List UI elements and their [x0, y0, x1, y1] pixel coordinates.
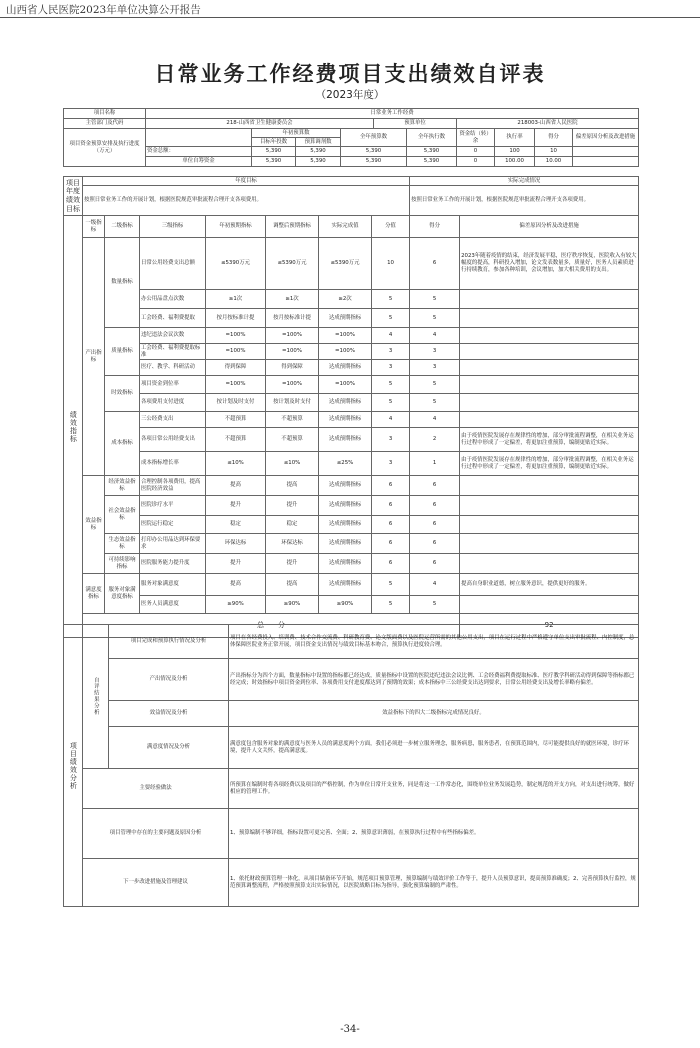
cell: [460, 516, 639, 534]
indicator-name: 三公经费支出: [140, 412, 206, 428]
indicator-name: 合理控制各项费用，提高医院经济效益: [140, 476, 206, 496]
cell: 不超预算: [206, 412, 266, 428]
cell: 3: [372, 452, 410, 476]
cell: 提高: [266, 476, 319, 496]
cell: [460, 596, 639, 614]
lvl2-quantity: 数量指标: [105, 238, 140, 328]
lvl2-header: 二级指标: [105, 216, 140, 238]
cell: ≤10%: [206, 452, 266, 476]
cell: 6: [372, 496, 410, 516]
cell: ≥90%: [266, 596, 319, 614]
cell: =100%: [319, 328, 372, 344]
cell: [460, 476, 639, 496]
cell: 环保达标: [266, 534, 319, 554]
lvl1-output: 产出指标: [83, 238, 105, 476]
col-target-budget: 目标年投数: [252, 138, 296, 147]
cell: 1: [410, 452, 460, 476]
cell: =100%: [319, 376, 372, 394]
indicator-name: 工会经费、福利费提取: [140, 309, 206, 328]
cell: 5: [372, 596, 410, 614]
dept-label: 主管部门及代码: [64, 119, 146, 129]
cell: 4: [372, 328, 410, 344]
cell: =100%: [266, 328, 319, 344]
cell: 不超预算: [266, 428, 319, 452]
lvl1-header: 一级指标: [83, 216, 105, 238]
cell: 提升: [266, 554, 319, 574]
cell: =100%: [266, 376, 319, 394]
lvl1-satisfaction: 满意度指标: [83, 574, 105, 614]
eval-item-text: 产出指标分为四个方面，数量指标中设置的指标都已经达成，质量指标中设置的医院违纪违法会议比例、工会经费福利费提取标准、医疗教学科研活动得到保障等指标都已经完成；时效指标中项目资金到位率、各项费用支付进度都达到了预期的效果；成本指标中三公经费支出达到要求，日常公用经费支出及增长率略有偏差。: [229, 659, 639, 701]
page-number: -34-: [340, 1024, 360, 1035]
deviation-reason: 提高自身职业道德，树立服务意识，提供更好的服务。: [460, 574, 639, 596]
cell: 6: [372, 476, 410, 496]
cell: 提升: [206, 554, 266, 574]
lvl2-eco: 生态效益指标: [105, 534, 140, 554]
cell: 6: [410, 554, 460, 574]
cell: =100%: [206, 376, 266, 394]
cell: [460, 534, 639, 554]
score-header: 得分: [410, 216, 460, 238]
cell: 提升: [206, 496, 266, 516]
lvl2-quality: 质量指标: [105, 328, 140, 376]
cell: 5: [410, 309, 460, 328]
lvl2-service-sat: 服务对象满意度指标: [105, 574, 140, 614]
problem-label: 项目管理中存在的主要问题及原因分析: [83, 809, 229, 859]
indicator-name: 日常公用经费支出总额: [140, 238, 206, 290]
eval-section-label: 项目绩效分析: [64, 625, 83, 907]
deviation-reason: 由于疫情医院发展存在规律性的增加，部分审批流程调整，在相关业务运行过程中形成了一定偏差，将更加注重预算，编制更贴近实际。: [460, 428, 639, 452]
col-initial-budget: 年初预算数: [252, 129, 341, 138]
indicator-name: 违纪违法会议次数: [140, 328, 206, 344]
problem-text: 1、预算编制不够详细，指标设置可更完善、全面；2、预算意识薄弱，在预算执行过程中有些指标偏差。: [229, 809, 639, 859]
cell: [460, 412, 639, 428]
cell: =100%: [319, 344, 372, 360]
eval-item-text: 满意度包含服务对象的满意度与医务人员的满意度两个方面，我们必须进一步树立服务理念，服务病患，服务患者，在预算范围内，尽可能提供良好的就医环境，诊疗环境，提升人文关怀，提高满意度。: [229, 727, 639, 769]
goal-target: 按照日常业务工作的开展计划，根据医院规范审批流程合理开支各项费用。: [83, 186, 410, 216]
adjusted-header: 调整后预期指标: [266, 216, 319, 238]
cell: 达成预期指标: [319, 428, 372, 452]
cell: =100%: [266, 344, 319, 360]
cell: 3: [372, 360, 410, 376]
indicator-name: 办公用品盘点次数: [140, 290, 206, 309]
cell: [460, 344, 639, 360]
cell: 5: [410, 376, 460, 394]
cell: 得到保障: [206, 360, 266, 376]
eval-item-label: 满意度情况及分析: [109, 727, 229, 769]
unit-value: 218003-山西省人民医院: [457, 119, 639, 129]
cell: ≤5390万元: [206, 238, 266, 290]
eval-item-label: 产出情况及分析: [109, 659, 229, 701]
cell: [460, 328, 639, 344]
cell: ≥2次: [319, 290, 372, 309]
cell: [460, 360, 639, 376]
cell: 不超预算: [206, 428, 266, 452]
cell: 提升: [266, 496, 319, 516]
col-adjusted-budget: 预算调剂数: [296, 138, 341, 147]
cell: 6: [372, 516, 410, 534]
row-total-label: 资金总额：: [146, 147, 252, 157]
cell: 5,390: [341, 147, 407, 157]
cell: 6: [410, 516, 460, 534]
cell: 6: [410, 534, 460, 554]
total-score: 92: [460, 614, 639, 638]
cell: 达成预期指标: [319, 554, 372, 574]
project-name-label: 项目名称: [64, 109, 146, 119]
project-info-table: [63, 108, 639, 167]
cell: 达成预期指标: [319, 394, 372, 412]
main-exp-text: 所预算在编制时将各项经费以及项目的严格控制，作为单位日常开支业务，同是将这一工作常态化，围绕单位业务发展趋势，制定规范的开支方向，对支出进行统筹，做好相应的管理工作。: [229, 769, 639, 809]
goal-actual-header: 实际完成情况: [410, 177, 639, 186]
indicator-name: 医院运行稳定: [140, 516, 206, 534]
cell: 10: [372, 238, 410, 290]
cell: 5: [410, 596, 460, 614]
cell: 5,390: [407, 157, 457, 167]
main-exp-label: 主要经验做法: [83, 769, 229, 809]
cell: 提高: [266, 574, 319, 596]
indicator-name: 医院服务能力提升度: [140, 554, 206, 574]
cell: [460, 290, 639, 309]
cell: 5,390: [407, 147, 457, 157]
eval-item-text: 项目在各经费投入、培训费、技术合作交流费、科研教育费、论文版面费以及医院运营所需的其他公用支出，项目在运行过程中严格遵守单位支出审批流程、内控制度，总体保障医院业务正常开展，项目资金支出情况与绩效目标基本吻合，预算执行进度较合理。: [229, 625, 639, 659]
cell: 稳定: [266, 516, 319, 534]
cell: 5: [372, 309, 410, 328]
deviation-reason: 2023年随着疫情的结束，经济发展平稳，医疗秩序恢复，医院收入有较大幅度的提高，科研投入增加，论文发表数量多，质量好，医务人员素质进行持续教育，参加各种培训，会议增加，加大相关费用的支出。: [460, 238, 639, 290]
cell: 按月按标准计提: [206, 309, 266, 328]
eval-sub-label: 自评结果分析: [83, 625, 109, 769]
cell: 5: [372, 574, 410, 596]
cell: 5,390: [252, 157, 296, 167]
cell: 5,390: [296, 157, 341, 167]
cell: 6: [410, 476, 460, 496]
cell: 得到保障: [266, 360, 319, 376]
indicator-name: 打印办公用品达到环保要求: [140, 534, 206, 554]
target-header: 年初预期指标: [206, 216, 266, 238]
cell: 达成预期指标: [319, 516, 372, 534]
row-unit-label: 单位自筹资金: [146, 157, 252, 167]
indicator-name: 各项费用支付进度: [140, 394, 206, 412]
cell: 4: [410, 328, 460, 344]
indicator-table: [63, 176, 639, 638]
cell: 5: [372, 394, 410, 412]
cell: 稳定: [206, 516, 266, 534]
cell: =100%: [206, 344, 266, 360]
lvl2-econ: 经济效益指标: [105, 476, 140, 496]
cell: 3: [410, 344, 460, 360]
cell: 不超预算: [266, 412, 319, 428]
cell: 按月按标准计提: [266, 309, 319, 328]
cell: 提高: [206, 476, 266, 496]
cell: 6: [372, 554, 410, 574]
cell: 达成预期指标: [319, 360, 372, 376]
col-exec-rate: 执行率: [495, 129, 535, 147]
goal-actual: 按照日常业务工作的开展计划，根据医院规范审批流程合理开支各项费用。: [410, 186, 639, 216]
col-reason: 偏差原因分析及改进措施: [573, 129, 639, 147]
lvl2-social: 社会效益指标: [105, 496, 140, 534]
col-full-budget: 全年预算数: [341, 129, 407, 147]
cell: 达成预期指标: [319, 412, 372, 428]
cell: 达成预期指标: [319, 574, 372, 596]
weight-header: 分值: [372, 216, 410, 238]
cell: [460, 496, 639, 516]
cell: [460, 554, 639, 574]
actual-header: 实际完成值: [319, 216, 372, 238]
cell: 5: [372, 376, 410, 394]
lvl2-timeliness: 时效指标: [105, 376, 140, 412]
cell: 3: [410, 360, 460, 376]
goal-target-header: 年度目标: [83, 177, 410, 186]
cell: 6: [410, 496, 460, 516]
cell: [460, 394, 639, 412]
col-balance: 资金结（转）余: [457, 129, 495, 147]
cell: 5: [410, 394, 460, 412]
cell: 4: [410, 412, 460, 428]
unit-label: 预算单位: [374, 119, 457, 129]
cell: ≤25%: [319, 452, 372, 476]
cell: 5,390: [341, 157, 407, 167]
col-full-exec: 全年执行数: [407, 129, 457, 147]
funds-label: 项目资金预算安排及执行进度（万元）: [64, 129, 146, 167]
cell: 5: [410, 290, 460, 309]
indicators-section-label: 绩效指标: [64, 216, 83, 638]
next-steps-text: 1、依托财政预算管理一体化，从项目储备环节开始，规范项目预算管理，预算编制与绩效评价工作等于，提升人员预算意识，提高预算准确度；2、完善预算执行监控，规范预算调整流程，严格按照预算支出实际情况，以医院战略目标为指导，强化预算编制的严肃性。: [229, 859, 639, 907]
cell: 达成预期指标: [319, 534, 372, 554]
cell: ≥90%: [206, 596, 266, 614]
cell: ≤5390万元: [266, 238, 319, 290]
project-name: 日常业务工作经费: [146, 109, 639, 119]
cell: ≥90%: [319, 596, 372, 614]
eval-item-text: 效益指标下的四大二级指标完成情况良好。: [229, 701, 639, 727]
indicator-name: 项目资金到位率: [140, 376, 206, 394]
cell: 10: [535, 147, 573, 157]
goals-label: 项目年度绩效目标: [64, 177, 83, 216]
indicator-name: 服务对象满意度: [140, 574, 206, 596]
report-year: （2023年度）: [315, 89, 385, 101]
cell: ≥1次: [266, 290, 319, 309]
cell: 3: [372, 344, 410, 360]
indicator-name: 医务人员满意度: [140, 596, 206, 614]
header-rule: [0, 17, 700, 18]
cell: 环保达标: [206, 534, 266, 554]
cell: ≤5390万元: [319, 238, 372, 290]
cell: 100: [495, 147, 535, 157]
evaluation-table: [63, 624, 639, 907]
cell: 100.00: [495, 157, 535, 167]
indicator-name: 医院诊疗水平: [140, 496, 206, 516]
cell: ≥1次: [206, 290, 266, 309]
eval-item-label: 效益情况及分析: [109, 701, 229, 727]
cell: 3: [372, 428, 410, 452]
col-score: 得分: [535, 129, 573, 147]
page-title: 日常业务工作经费项目支出绩效自评表: [154, 62, 546, 86]
cell: 按计划及时支付: [206, 394, 266, 412]
lvl2-sustain: 可持续影响指标: [105, 554, 140, 574]
cell: 5: [372, 290, 410, 309]
page-header: 山西省人民医院2023年单位决算公开报告: [6, 4, 201, 16]
cell: [460, 376, 639, 394]
cell: 5,390: [296, 147, 341, 157]
reason-header: 偏差原因分析及改进措施: [460, 216, 639, 238]
indicator-name: 工会经费、福利费提取标准: [140, 344, 206, 360]
cell: [460, 309, 639, 328]
cell: 达成预期指标: [319, 476, 372, 496]
cell: 4: [410, 574, 460, 596]
cell: 达成预期指标: [319, 309, 372, 328]
cell: 2: [410, 428, 460, 452]
eval-item-label: 项目完成和预算执行情况及分析: [109, 625, 229, 659]
deviation-reason: 由于疫情医院发展存在规律性的增加，部分审批流程调整，在相关业务运行过程中形成了一定偏差，将更加注重预算，编制更贴近实际。: [460, 452, 639, 476]
lvl2-cost: 成本指标: [105, 412, 140, 476]
cell: 按计划及时支付: [266, 394, 319, 412]
cell: ≤10%: [266, 452, 319, 476]
cell: 6: [410, 238, 460, 290]
total-label: 总 分: [83, 614, 460, 638]
cell: 10.00: [535, 157, 573, 167]
lvl3-header: 三级指标: [140, 216, 206, 238]
cell: 达成预期指标: [319, 496, 372, 516]
cell: 0: [457, 147, 495, 157]
cell: =100%: [206, 328, 266, 344]
cell: 0: [457, 157, 495, 167]
cell: 6: [372, 534, 410, 554]
dept-value: 218-山西省卫生健康委员会: [146, 119, 374, 129]
cell: 5,390: [252, 147, 296, 157]
indicator-name: 医疗、教学、科研活动: [140, 360, 206, 376]
cell: 4: [372, 412, 410, 428]
cell: 提高: [206, 574, 266, 596]
next-steps-label: 下一步改进措施及管理建议: [83, 859, 229, 907]
indicator-name: 成本指标增长率: [140, 452, 206, 476]
indicator-name: 各项日常公用经费支出: [140, 428, 206, 452]
lvl1-effect: 效益指标: [83, 476, 105, 574]
